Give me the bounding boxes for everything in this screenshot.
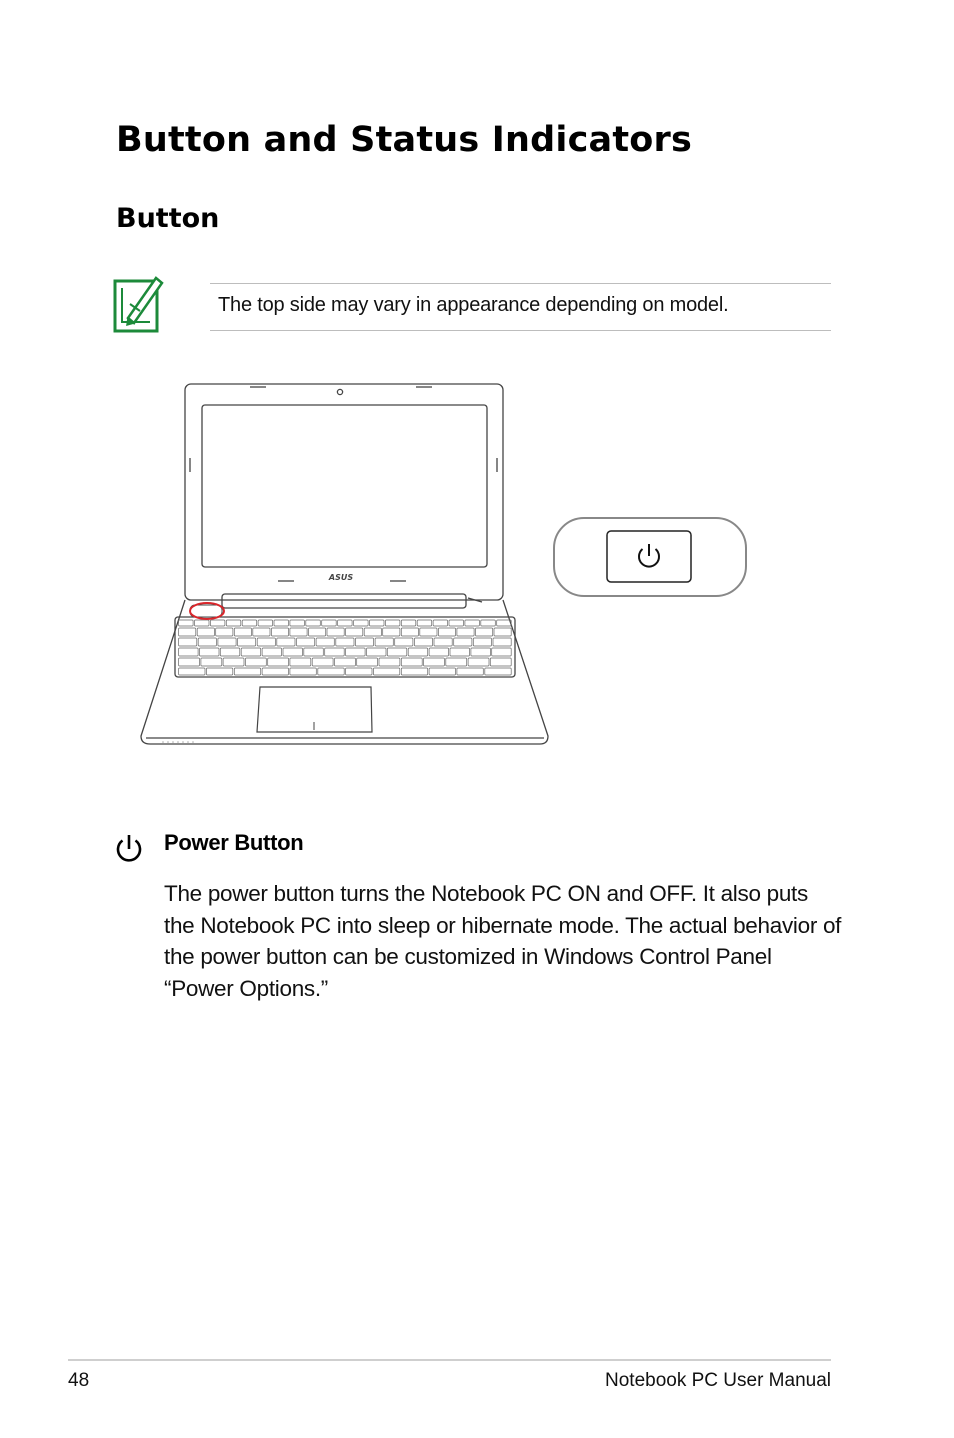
keyboard-key xyxy=(401,658,422,666)
keyboard-key xyxy=(408,648,428,656)
power-button-zoom xyxy=(552,516,748,600)
keyboard-key xyxy=(424,658,445,666)
keyboard-key xyxy=(297,638,315,646)
keyboard-key xyxy=(429,668,455,675)
keyboard-key xyxy=(325,648,345,656)
keyboard-key xyxy=(179,658,200,666)
keyboard-key xyxy=(395,638,413,646)
keyboard-key xyxy=(290,658,311,666)
keyboard-key xyxy=(206,668,232,675)
keyboard-key xyxy=(290,628,307,636)
keyboard-key xyxy=(274,620,289,626)
keyboard-key xyxy=(434,638,452,646)
keyboard-key xyxy=(490,658,511,666)
keyboard-key xyxy=(290,620,305,626)
keyboard-key xyxy=(481,620,496,626)
keyboard-key xyxy=(493,638,511,646)
keyboard-key xyxy=(494,628,511,636)
keyboard-key xyxy=(318,668,344,675)
keyboard-key xyxy=(379,658,400,666)
section-title: Button xyxy=(116,203,220,234)
keyboard-key xyxy=(476,628,493,636)
keyboard-key xyxy=(195,620,210,626)
keyboard-key xyxy=(338,620,353,626)
keyboard-key xyxy=(290,668,316,675)
keyboard-key xyxy=(242,620,257,626)
footer-divider xyxy=(68,1359,831,1361)
keyboard-key xyxy=(179,638,197,646)
keyboard-key xyxy=(465,620,480,626)
keyboard-key xyxy=(198,638,216,646)
keyboard-key xyxy=(449,620,464,626)
keyboard-key xyxy=(327,628,344,636)
keyboard-key xyxy=(316,638,334,646)
keyboard-key xyxy=(312,658,333,666)
keyboard-key xyxy=(258,620,273,626)
keyboard-key xyxy=(387,648,407,656)
keyboard-key xyxy=(457,668,483,675)
keyboard-key xyxy=(375,638,393,646)
power-icon xyxy=(114,832,144,864)
keyboard-key xyxy=(401,628,418,636)
page-title: Button and Status Indicators xyxy=(116,120,693,160)
keyboard-key xyxy=(201,658,222,666)
keyboard-key xyxy=(354,620,369,626)
keyboard-key xyxy=(335,658,356,666)
keyboard-key xyxy=(473,638,491,646)
keyboard-key xyxy=(485,668,511,675)
keyboard-key xyxy=(357,658,378,666)
keyboard-key xyxy=(220,648,240,656)
keyboard-key xyxy=(197,628,214,636)
power-button-title: Power Button xyxy=(164,830,304,855)
keyboard-key xyxy=(492,648,512,656)
keyboard-key xyxy=(468,658,489,666)
keyboard-key xyxy=(262,668,288,675)
keyboard-key xyxy=(420,628,437,636)
keyboard-key xyxy=(367,648,387,656)
keyboard-key xyxy=(226,620,241,626)
keyboard-key xyxy=(306,620,321,626)
keyboard-key xyxy=(364,628,381,636)
keyboard-key xyxy=(457,628,474,636)
laptop-illustration xyxy=(138,380,552,750)
keyboard-key xyxy=(383,628,400,636)
keyboard-key xyxy=(271,628,288,636)
keyboard-key xyxy=(179,648,199,656)
keyboard-key xyxy=(346,668,372,675)
keyboard-key xyxy=(241,648,261,656)
keyboard-key xyxy=(346,648,366,656)
keyboard-key xyxy=(234,628,251,636)
keyboard-key xyxy=(471,648,491,656)
keyboard-key xyxy=(253,628,270,636)
power-button-description: The power button turns the Notebook PC ON and OFF. It also puts the Notebook PC into sleep or hibernate mode. The actual behavior of the power button can be customized in Windows Control Panel “Power Options.” xyxy=(164,881,842,1001)
keyboard-key xyxy=(429,648,449,656)
keyboard-key xyxy=(370,620,385,626)
keyboard-key xyxy=(210,620,225,626)
keyboard-key xyxy=(373,668,399,675)
keyboard-key xyxy=(268,658,289,666)
keyboard-key xyxy=(346,628,363,636)
keyboard-key xyxy=(238,638,256,646)
keyboard-key xyxy=(414,638,432,646)
keyboard-key xyxy=(401,668,427,675)
keyboard-key xyxy=(245,658,266,666)
keyboard-key xyxy=(309,628,326,636)
keyboard-key xyxy=(438,628,455,636)
keyboard-key xyxy=(446,658,467,666)
keyboard-key xyxy=(497,620,512,626)
keyboard-key xyxy=(450,648,470,656)
keyboard-key xyxy=(417,620,432,626)
keyboard-key xyxy=(454,638,472,646)
note-box xyxy=(210,283,831,331)
note-pen-icon xyxy=(110,274,166,334)
keyboard-key xyxy=(179,620,194,626)
note-text: The top side may vary in appearance depending on model. xyxy=(218,294,729,316)
keyboard-key xyxy=(304,648,324,656)
keyboard-key xyxy=(262,648,282,656)
keyboard-key xyxy=(179,628,196,636)
keyboard-key xyxy=(200,648,220,656)
keyboard-key xyxy=(385,620,400,626)
keyboard-key xyxy=(322,620,337,626)
keyboard-key xyxy=(433,620,448,626)
keyboard-key xyxy=(257,638,275,646)
keyboard-key xyxy=(336,638,354,646)
manual-title: Notebook PC User Manual xyxy=(605,1370,831,1391)
keyboard-key xyxy=(234,668,260,675)
keyboard-key xyxy=(401,620,416,626)
keyboard-key xyxy=(223,658,244,666)
keyboard-key xyxy=(179,668,205,675)
keyboard-key xyxy=(216,628,233,636)
keyboard-key xyxy=(283,648,303,656)
keyboard-key xyxy=(355,638,373,646)
brand-label: ASUS xyxy=(328,573,354,582)
keyboard-key xyxy=(218,638,236,646)
keyboard-key xyxy=(277,638,295,646)
page-number: 48 xyxy=(68,1370,90,1391)
